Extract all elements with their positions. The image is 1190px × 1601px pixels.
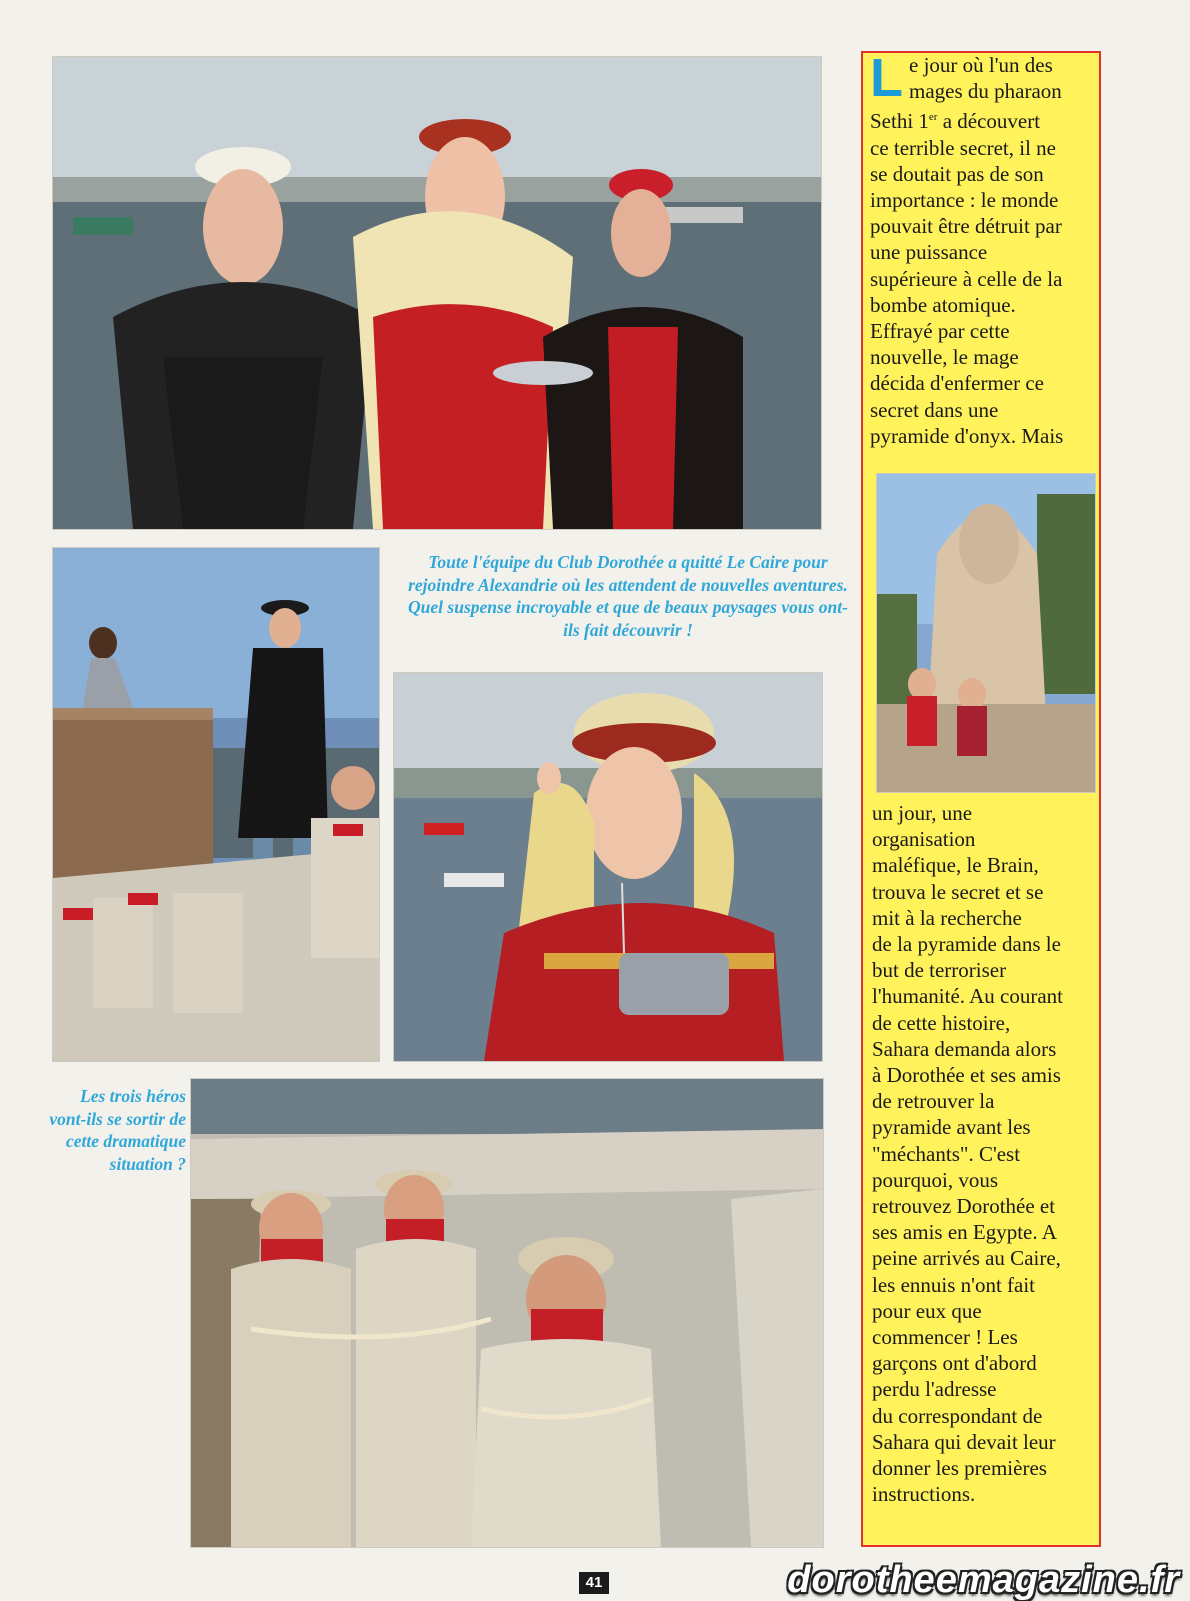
sethi-superscript: er xyxy=(928,111,938,124)
photo-fort-wall xyxy=(52,547,380,1062)
article-line: commencer ! Les xyxy=(872,1325,1018,1350)
caption-three-heroes: Les trois héros vont-ils se sortir de cette dramatique situation ? xyxy=(49,1086,186,1174)
article-line: garçons ont d'abord xyxy=(872,1351,1037,1376)
article-line: pouvait être détruit par xyxy=(870,214,1062,239)
article-line: pyramide avant les xyxy=(872,1115,1031,1140)
article-line: retrouvez Dorothée et xyxy=(872,1194,1056,1219)
sethi-rest: a découvert xyxy=(937,109,1041,134)
photo-woman-antenna xyxy=(393,672,823,1062)
article-line: pour eux que xyxy=(872,1298,982,1323)
article-line: à Dorothée et ses amis xyxy=(872,1063,1061,1088)
article-line: nouvelle, le mage xyxy=(870,345,1019,370)
article-line: pourquoi, vous xyxy=(872,1167,998,1192)
article-line: instructions. xyxy=(872,1482,976,1507)
photo-harbor-group xyxy=(52,56,822,530)
article-line: les ennuis n'ont fait xyxy=(872,1272,1036,1297)
article-line: décida d'enfermer ce xyxy=(870,371,1044,396)
article-line: Sahara qui devait leur xyxy=(872,1429,1056,1454)
article-line: peine arrivés au Caire, xyxy=(872,1246,1061,1271)
article-line: importance : le monde xyxy=(870,188,1059,213)
article-line: pyramide d'onyx. Mais xyxy=(870,423,1064,448)
article-line: de cette histoire, xyxy=(872,1010,1011,1035)
article-line: un jour, une xyxy=(872,801,973,825)
article-line: se doutait pas de son xyxy=(870,161,1044,186)
article-line: Effrayé par cette xyxy=(870,319,1010,344)
article-line: une puissance xyxy=(870,240,988,265)
article-line xyxy=(870,104,1102,134)
photo-tied-heroes xyxy=(190,1078,824,1548)
article-line: bombe atomique. xyxy=(870,292,1016,317)
article-line: du correspondant de xyxy=(872,1403,1043,1428)
sethi-text: Sethi 1 xyxy=(870,109,929,134)
article-line: e jour où l'un des xyxy=(909,53,1053,77)
article-line: ses amis en Egypte. A xyxy=(872,1220,1057,1245)
article-line: secret dans une xyxy=(870,397,999,422)
article-line: organisation xyxy=(872,827,976,852)
article-line: de la pyramide dans le xyxy=(872,932,1061,957)
caption-team-alexandria: Toute l'équipe du Club Dorothée a quitté Le Caire pour rejoindre Alexandrie où les attendent de nouvelles aventures. Quel suspense incroyable et que de beaux paysages vous ont-ils fait découvrir ! xyxy=(408,552,848,640)
article-line: mit à la recherche xyxy=(872,905,1022,930)
dropcap: L xyxy=(870,48,903,108)
article-text-bottom xyxy=(872,800,1102,1507)
page-number: 41 xyxy=(579,1572,609,1594)
article-line: perdu l'adresse xyxy=(872,1377,997,1402)
article-line: trouva le secret et se xyxy=(872,879,1044,904)
article-line: mages du pharaon xyxy=(909,79,1062,104)
article-text-top xyxy=(870,48,1102,449)
site-watermark: dorotheemagazine.fr xyxy=(787,1559,1180,1601)
article-line: ce terrible secret, il ne xyxy=(870,135,1056,160)
article-line: l'humanité. Au courant xyxy=(872,984,1063,1009)
article-line: but de terroriser xyxy=(872,958,1007,983)
article-line: donner les premières xyxy=(872,1456,1047,1481)
article-line: "méchants". C'est xyxy=(872,1141,1021,1166)
article-line: Sahara demanda alors xyxy=(872,1036,1057,1061)
article-line: supérieure à celle de la xyxy=(870,266,1063,291)
article-line: maléfique, le Brain, xyxy=(872,853,1039,878)
article-line: de retrouver la xyxy=(872,1089,995,1114)
photo-sphinx xyxy=(876,473,1096,793)
